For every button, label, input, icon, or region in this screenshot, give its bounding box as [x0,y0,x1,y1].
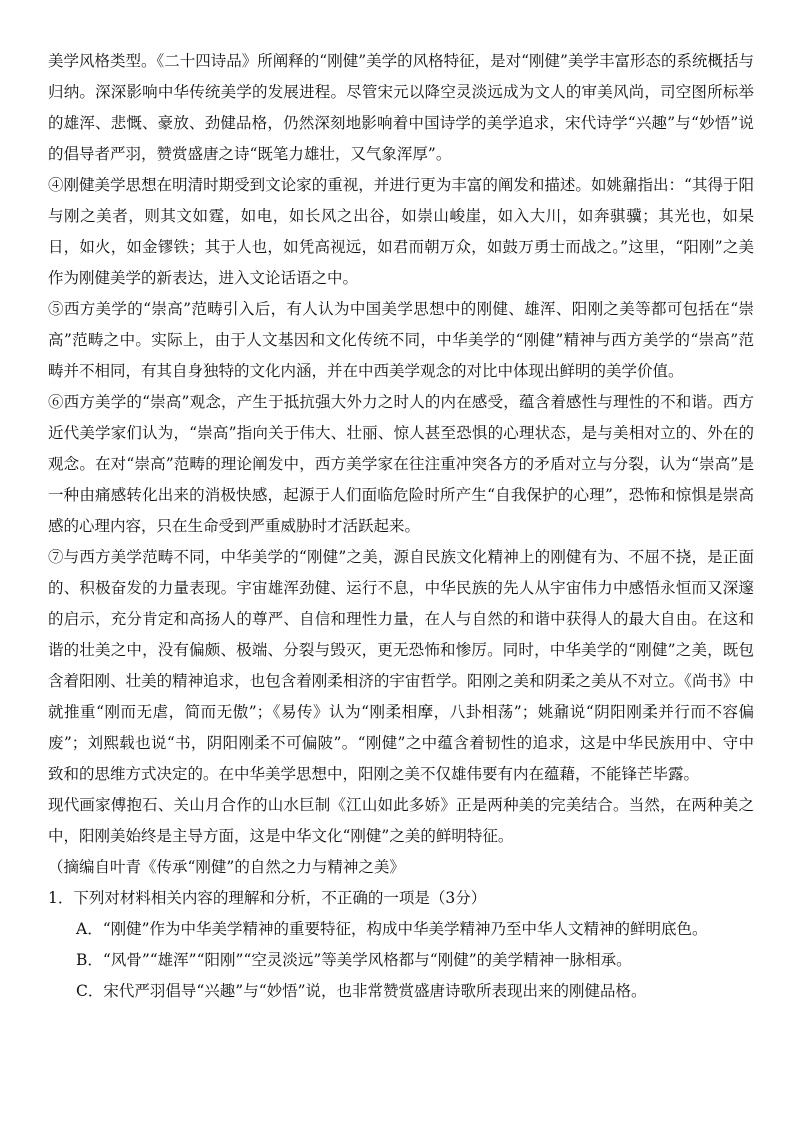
option-a: A．“刚健”作为中华美学精神的重要特征，构成中华美学精神乃至中华人文精神的鲜明底色。 [76,920,708,938]
document-page [48,46,754,1007]
option-b: B．“风骨”“雄浑”“阳刚”“空灵淡远”等美学风格都与“刚健”的美学精神一脉相承。 [76,951,632,969]
paragraph-intro: 美学风格类型。《二十四诗品》所阐释的“刚健”美学的风格特征，是对“刚健”美学丰富形态的系统概括与归纳。深深影响中华传统美学的发展进程。尽管宋元以降空灵淡远成为文人的审美风尚，司空图所标举的雄浑、悲慨、豪放、劲健品格，仍然深刻地影响着中国诗学的美学追求，宋代诗学“兴趣”与“妙悟”说的倡导者严羽，赞赏盛唐之诗“既笔力雄壮，又气象浑厚”。 [48,52,754,163]
paragraph-6: ⑥西方美学的“崇高”观念，产生于抵抗强大外力之时人的内在感受，蕴含着感性与理性的不和谐。西方近代美学家们认为，“崇高”指向关于伟大、壮丽、惊人甚至恐惧的心理状态，是与美相对立的、外在的观念。在对“崇高”范畴的理论阐发中，西方美学家在往注重冲突各方的矛盾对立与分裂，认为“崇高”是一种由痛感转化出来的消极快感，起源于人们面临危险时所产生“自我保护的心理”，恐怖和惊惧是崇高感的心理内容，只在生命受到严重威胁时才活跃起来。 [48,393,754,535]
source-citation: （摘编自叶青《传承“刚健”的自然之力与精神之美》 [48,858,405,876]
option-c: C．宋代严羽倡导“兴趣”与“妙悟”说，也非常赞赏盛唐诗歌所表现出来的刚健品格。 [76,982,647,1000]
paragraph-5: ⑤西方美学的“崇高”范畴引入后，有人认为中国美学思想中的刚健、雄浑、阳刚之美等都可包括在“崇高”范畴之中。实际上，由于人文基因和文化传统不同，中华美学的“刚健”精神与西方美学的“崇高”范畴并不相同，有其自身独特的文化内涵，并在中西美学观念的对比中体现出鲜明的美学价值。 [48,300,754,380]
paragraph-4: ④刚健美学思想在明清时期受到文论家的重视，并进行更为丰富的阐发和描述。如姚鼐指出：“其得于阳与刚之美者，则其文如霆，如电，如长风之出谷，如崇山峻崖，如入大川，如奔骐骥；其光也，如杲日，如火，如金镠铁；其于人也，如凭高视远，如君而朝万众，如鼓万勇士而战之。”这里，“阳刚”之美作为刚健美学的新表达，进入文论话语之中。 [48,176,754,287]
paragraph-7: ⑦与西方美学范畴不同，中华美学的“刚健”之美，源自民族文化精神上的刚健有为、不屈不挠，是正面的、积极奋发的力量表现。宇宙雄浑劲健、运行不息，中华民族的先人从宇宙伟力中感悟永恒而又深邃的启示，充分肯定和高扬人的尊严、自信和理性力量，在人与自然的和谐中获得人的最大自由。在这和谐的壮美之中，没有偏颇、极端、分裂与毁灭，更无恐怖和惨厉。同时，中华美学的“刚健”之美，既包含着阳刚、壮美的精神追求，也包含着刚柔相济的宇宙哲学。阳刚之美和阴柔之美从不对立。《尚书》中就推重“刚而无虐，简而无傲”；《易传》认为“刚柔相摩，八卦相荡”；姚鼐说“阴阳刚柔并行而不容偏废”；刘熙载也说“书，阴阳刚柔不可偏陂”。“刚健”之中蕴含着韧性的追求，这是中华民族用中、守中致和的思维方式决定的。在中华美学思想中，阳刚之美不仅雄伟要有内在蕴藉，不能锋芒毕露。 [48,548,754,783]
paragraph-conclusion: 现代画家傅抱石、关山月合作的山水巨制《江山如此多娇》正是两种美的完美结合。当然，在两种美之中，阳刚美始终是主导方面，这是中华文化“刚健”之美的鲜明特征。 [48,796,754,845]
question-stem: 1．下列对材料相关内容的理解和分析，不正确的一项是（3分） [48,889,487,907]
